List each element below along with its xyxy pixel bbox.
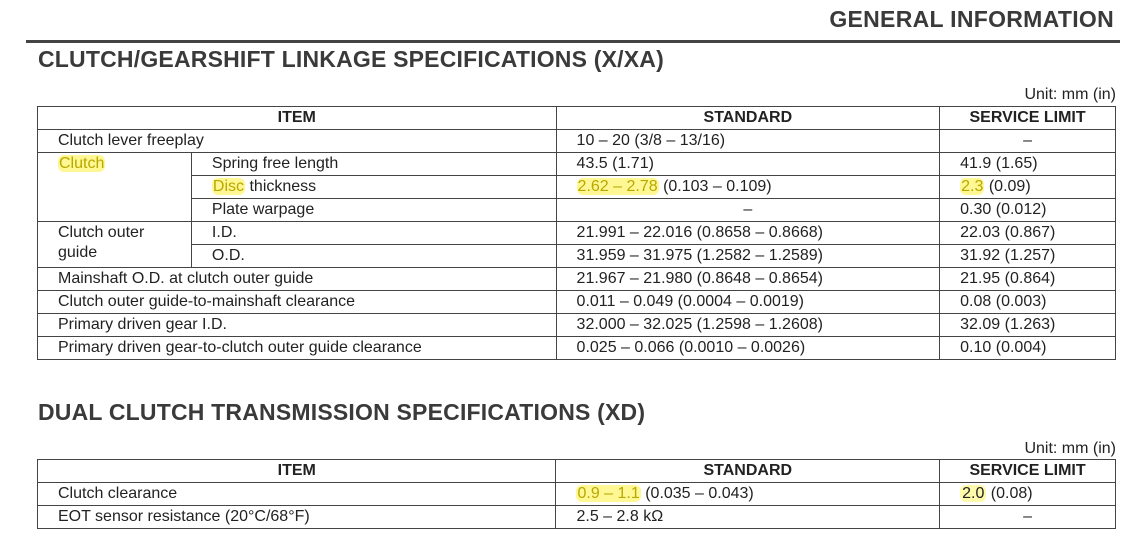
row-item: EOT sensor resistance (20°C/68°F) [38, 506, 556, 529]
highlighted-text: 0.9 – 1.1 [577, 485, 640, 502]
table-row [38, 153, 1116, 176]
group-label-line1: Clutch outer [58, 224, 145, 241]
row-standard: 0.025 – 0.066 (0.0010 – 0.0026) [556, 337, 940, 360]
table-header-row [38, 107, 1116, 130]
group-clutch-outer-guide [38, 222, 192, 268]
row-item: Primary driven gear-to-clutch outer guide clearance [38, 337, 557, 360]
table-header-row [38, 460, 1116, 483]
row-standard: – [556, 199, 940, 222]
header-item: ITEM [38, 107, 557, 130]
row-limit: – [940, 506, 1116, 529]
table-row [38, 176, 1116, 199]
group-clutch [38, 153, 192, 222]
row-standard: 2.5 – 2.8 kΩ [556, 506, 940, 529]
subitem-rest: thickness [245, 178, 317, 195]
row-standard: 10 – 20 (3/8 – 13/16) [556, 130, 940, 153]
table-row [38, 337, 1116, 360]
row-standard: 21.967 – 21.980 (0.8648 – 0.8654) [556, 268, 940, 291]
row-standard: 43.5 (1.71) [556, 153, 940, 176]
row-limit [940, 483, 1116, 506]
row-limit [940, 176, 1116, 199]
row-subitem: I.D. [191, 222, 556, 245]
highlighted-text: Disc [212, 178, 245, 195]
table-row [38, 268, 1116, 291]
table-row [38, 199, 1116, 222]
row-standard: 0.011 – 0.049 (0.0004 – 0.0019) [556, 291, 940, 314]
section2-unit-note: Unit: mm (in) [1024, 440, 1116, 457]
row-subitem: O.D. [191, 245, 556, 268]
table-row [38, 291, 1116, 314]
row-limit: 0.10 (0.004) [940, 337, 1116, 360]
row-item: Primary driven gear I.D. [38, 314, 557, 337]
row-standard [556, 176, 940, 199]
highlighted-text: 2.3 [961, 178, 984, 195]
row-standard: 21.991 – 22.016 (0.8658 – 0.8668) [556, 222, 940, 245]
header-item: ITEM [38, 460, 556, 483]
row-limit: 31.92 (1.257) [940, 245, 1116, 268]
table-row [38, 222, 1116, 245]
row-limit: 21.95 (0.864) [940, 268, 1116, 291]
row-subitem: Spring free length [191, 153, 556, 176]
header-rule [26, 40, 1120, 43]
highlighted-text: 2.0 [962, 485, 985, 502]
row-limit: 0.30 (0.012) [940, 199, 1116, 222]
section1-title: CLUTCH/GEARSHIFT LINKAGE SPECIFICATIONS (X/XA) [38, 46, 664, 72]
row-limit: 41.9 (1.65) [940, 153, 1116, 176]
limit-rest: (0.09) [984, 178, 1031, 195]
dct-spec-table [37, 459, 1116, 529]
row-item: Clutch lever freeplay [38, 130, 557, 153]
row-subitem [191, 176, 556, 199]
standard-rest: (0.035 – 0.043) [640, 485, 754, 502]
table-row [38, 483, 1116, 506]
table-row [38, 245, 1116, 268]
highlighted-text: 2.62 – 2.78 [577, 178, 658, 195]
group-label-line2: guide [58, 244, 98, 261]
clutch-spec-table [37, 106, 1116, 360]
section2-title: DUAL CLUTCH TRANSMISSION SPECIFICATIONS (XD) [38, 399, 646, 425]
table-row [38, 130, 1116, 153]
section1-unit-note: Unit: mm (in) [1024, 86, 1116, 103]
row-limit: – [940, 130, 1116, 153]
table-row [38, 314, 1116, 337]
row-limit: 22.03 (0.867) [940, 222, 1116, 245]
header-service-limit: SERVICE LIMIT [940, 460, 1116, 483]
row-subitem: Plate warpage [191, 199, 556, 222]
table-row [38, 506, 1116, 529]
standard-rest: (0.103 – 0.109) [658, 178, 772, 195]
header-standard: STANDARD [556, 107, 940, 130]
row-standard: 31.959 – 31.975 (1.2582 – 1.2589) [556, 245, 940, 268]
row-limit: 0.08 (0.003) [940, 291, 1116, 314]
header-standard: STANDARD [556, 460, 940, 483]
row-item: Mainshaft O.D. at clutch outer guide [38, 268, 557, 291]
highlighted-text: Clutch [59, 155, 105, 172]
header-service-limit: SERVICE LIMIT [940, 107, 1116, 130]
row-standard: 32.000 – 32.025 (1.2598 – 1.2608) [556, 314, 940, 337]
page-header-title: GENERAL INFORMATION [829, 6, 1114, 32]
row-item: Clutch outer guide-to-mainshaft clearance [38, 291, 557, 314]
row-standard [556, 483, 940, 506]
row-item: Clutch clearance [38, 483, 556, 506]
limit-rest: (0.08) [986, 485, 1033, 502]
row-limit: 32.09 (1.263) [940, 314, 1116, 337]
